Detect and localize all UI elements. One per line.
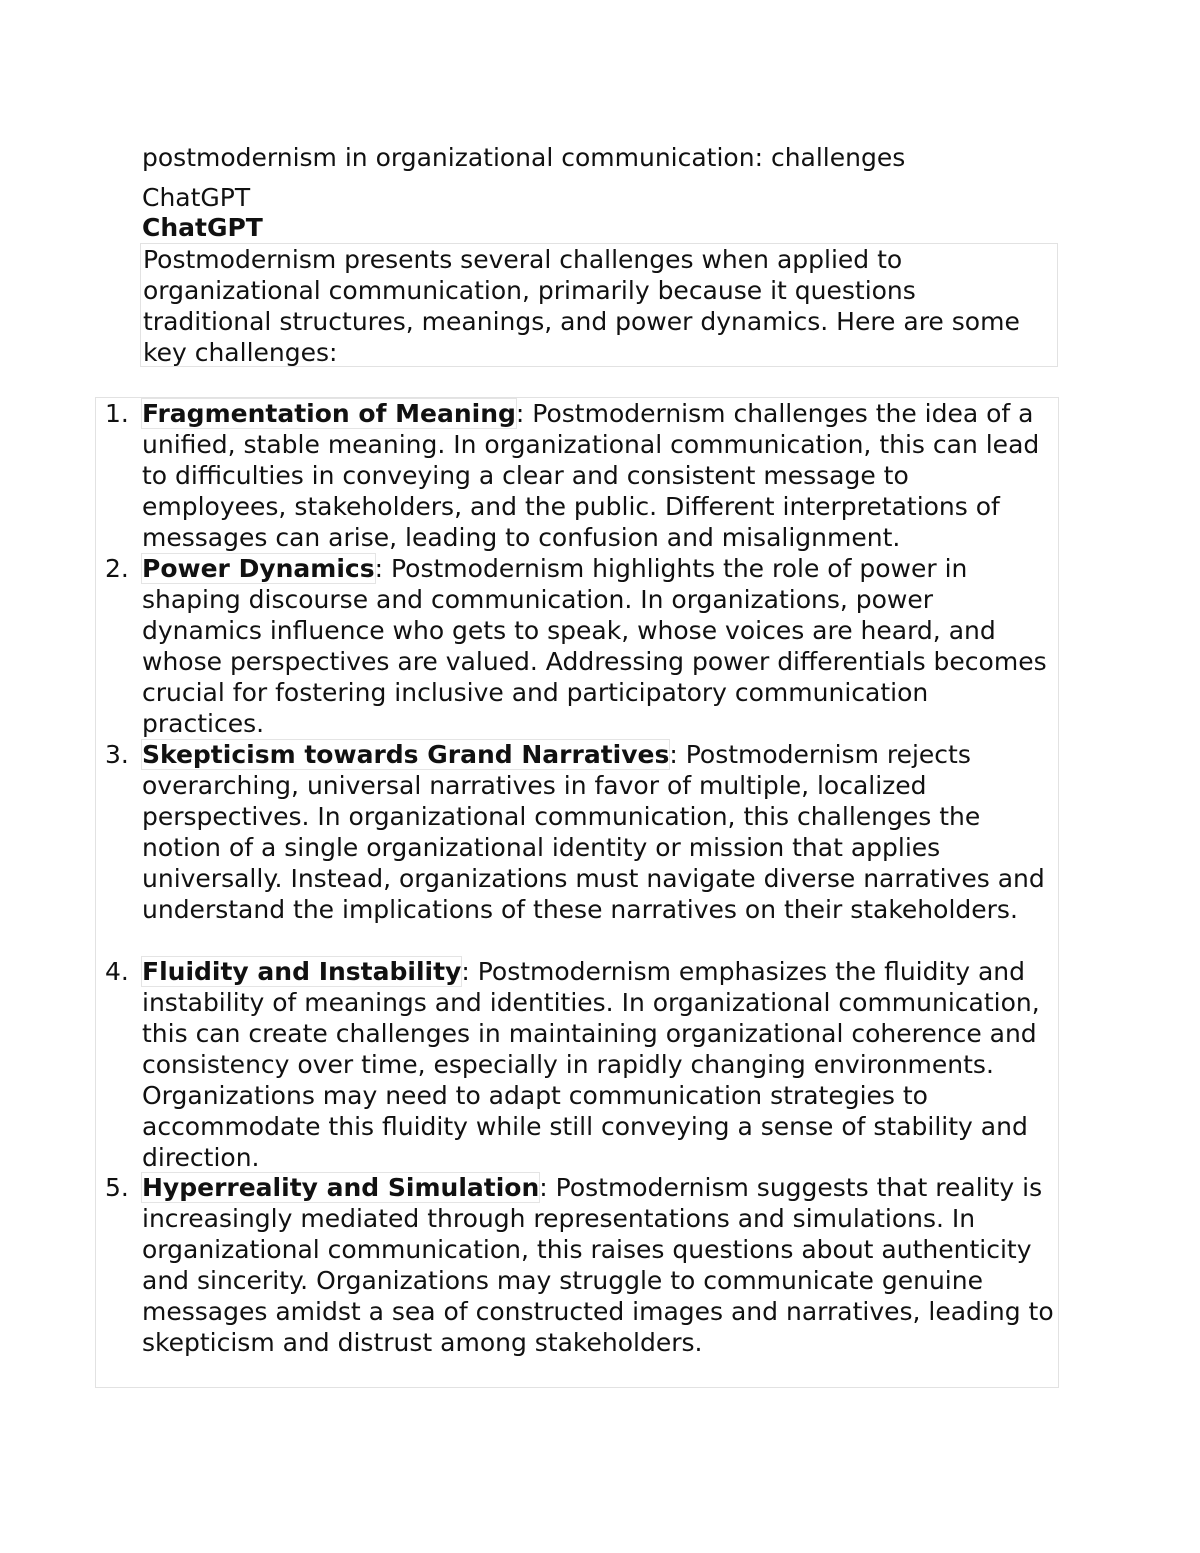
intro-paragraph: Postmodernism presents several challenges when applied to organizational communication, primarily because it questions traditional structures, meanings, and power dynamics. Here are some key challenges:: [143, 245, 1020, 367]
list-item-text: : Postmodernism emphasizes the fluidity and instability of meanings and identities. In organizational communication, this can create challenges in maintaining organizational coherence and consistency over time, especially in rapidly changing environments. Organizations may need to adapt communication strategies to accommodate this fluidity while still conveying a sense of stability and direction.: [142, 957, 1040, 1172]
user-prompt: postmodernism in organizational communication: challenges: [142, 143, 906, 172]
list-item-number: 4.: [105, 957, 129, 986]
list-item-body: [142, 398, 1056, 553]
list-item-number: 1.: [105, 399, 129, 428]
challenges-list: [95, 397, 1059, 1388]
intro-paragraph-box: [140, 243, 1058, 367]
list-item-term: Hyperreality and Simulation: [142, 1173, 540, 1202]
list-item-number: 3.: [105, 740, 129, 769]
author-label-bold: ChatGPT: [142, 213, 263, 242]
list-item-term: Skepticism towards Grand Narratives: [142, 740, 670, 769]
list-item-body: [142, 1172, 1056, 1358]
list-item-text: : Postmodernism suggests that reality is increasingly mediated through representations and simulations. In organizational communication, this raises questions about authenticity and sincerity. Organizations may struggle to communicate genuine messages amidst a sea of constructed images and narratives, leading to skepticism and distrust among stakeholders.: [142, 1173, 1054, 1357]
list-item-number: 5.: [105, 1173, 129, 1202]
list-item-term: Fluidity and Instability: [142, 957, 462, 986]
list-item-term: Fragmentation of Meaning: [142, 399, 516, 428]
list-item-body: [142, 553, 1056, 739]
list-item-text: : Postmodernism challenges the idea of a unified, stable meaning. In organizational communication, this can lead to difficulties in conveying a clear and consistent message to employees, stakeholders, and the public. Different interpretations of messages can arise, leading to confusion and misalignment.: [142, 399, 1040, 552]
list-item-text: : Postmodernism highlights the role of power in shaping discourse and communication. In organizations, power dynamics influence who gets to speak, whose voices are heard, and whose perspectives are valued. Addressing power differentials becomes crucial for fostering inclusive and participatory communication practices.: [142, 554, 1047, 738]
list-item-body: [142, 956, 1056, 1173]
list-item-text: : Postmodernism rejects overarching, universal narratives in favor of multiple, localized perspectives. In organizational communication, this challenges the notion of a single organizational identity or mission that applies universally. Instead, organizations must navigate diverse narratives and understand the implications of these narratives on their stakeholders.: [142, 740, 1045, 924]
list-item-number: 2.: [105, 554, 129, 583]
author-label: ChatGPT: [142, 183, 251, 212]
list-item-term: Power Dynamics: [142, 554, 375, 583]
list-item-body: [142, 739, 1056, 925]
